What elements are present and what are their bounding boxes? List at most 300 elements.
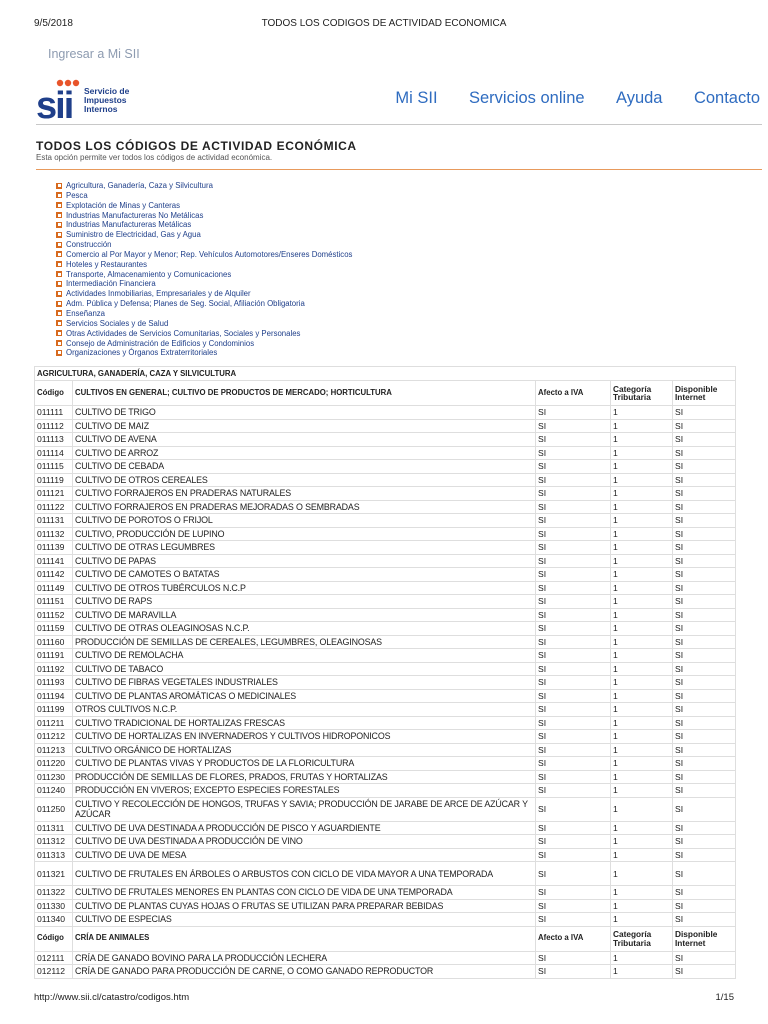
col-category: Categoría Tributaria	[611, 381, 673, 406]
category-link[interactable]: Consejo de Administración de Edificios y Condominios	[66, 338, 255, 348]
cell-available: SI	[673, 862, 736, 886]
cell-description: CRÍA DE GANADO PARA PRODUCCIÓN DE CARNE, O COMO GANADO REPRODUCTOR	[73, 965, 536, 979]
cell-available: SI	[673, 649, 736, 663]
table-row	[35, 433, 736, 447]
cell-iva: SI	[536, 730, 611, 744]
cell-iva: SI	[536, 716, 611, 730]
category-link[interactable]: Organizaciones y Órganos Extraterritoriales	[66, 348, 218, 358]
cell-available: SI	[673, 716, 736, 730]
cell-iva: SI	[536, 689, 611, 703]
cell-code: 011250	[35, 797, 73, 821]
category-item	[56, 339, 352, 349]
cell-code: 011112	[35, 419, 73, 433]
table-row	[35, 608, 736, 622]
table-row	[35, 595, 736, 609]
logo-text-line1: Servicio de	[84, 86, 130, 96]
cell-available: SI	[673, 446, 736, 460]
table-row	[35, 886, 736, 900]
cell-code: 011121	[35, 487, 73, 501]
cell-category: 1	[611, 527, 673, 541]
bullet-icon	[56, 261, 62, 267]
table-row	[35, 635, 736, 649]
cell-description: CULTIVO DE AVENA	[73, 433, 536, 447]
cell-description: CULTIVO DE UVA DE MESA	[73, 848, 536, 862]
bullet-icon	[56, 340, 62, 346]
bullet-icon	[56, 291, 62, 297]
cell-description: PRODUCCIÓN EN VIVEROS; EXCEPTO ESPECIES FORESTALES	[73, 784, 536, 798]
cell-iva: SI	[536, 703, 611, 717]
cell-code: 011119	[35, 473, 73, 487]
table-row	[35, 541, 736, 555]
cell-category: 1	[611, 730, 673, 744]
table-row	[35, 757, 736, 771]
table-row	[35, 848, 736, 862]
cell-code: 011240	[35, 784, 73, 798]
cell-code: 011132	[35, 527, 73, 541]
col-iva: Afecto a IVA	[536, 381, 611, 406]
cell-category: 1	[611, 460, 673, 474]
cell-code: 011142	[35, 568, 73, 582]
table-row	[35, 662, 736, 676]
table-row	[35, 821, 736, 835]
cell-description: CULTIVO DE FRUTALES EN ÁRBOLES O ARBUSTOS CON CICLO DE VIDA MAYOR A UNA TEMPORADA	[73, 862, 536, 886]
cell-iva: SI	[536, 554, 611, 568]
table-row	[35, 835, 736, 849]
cell-available: SI	[673, 821, 736, 835]
cell-code: 012112	[35, 965, 73, 979]
cell-available: SI	[673, 460, 736, 474]
cell-available: SI	[673, 835, 736, 849]
category-item	[56, 279, 352, 289]
category-item	[56, 348, 352, 358]
group-header-row	[35, 381, 736, 406]
cell-code: 011199	[35, 703, 73, 717]
category-link[interactable]: Servicios Sociales y de Salud	[66, 318, 169, 328]
cell-description: CULTIVO DE UVA DESTINADA A PRODUCCIÓN DE VINO	[73, 835, 536, 849]
category-link[interactable]: Intermediación Financiera	[66, 279, 156, 289]
print-title: TODOS LOS CODIGOS DE ACTIVIDAD ECONOMICA	[261, 18, 507, 29]
col-code: Código	[35, 381, 73, 406]
bullet-icon	[56, 242, 62, 248]
category-link[interactable]: Industrias Manufactureras Metálicas	[66, 220, 192, 230]
cell-description: CULTIVO ORGÁNICO DE HORTALIZAS	[73, 743, 536, 757]
cell-code: 011330	[35, 899, 73, 913]
table-row	[35, 730, 736, 744]
table-row	[35, 581, 736, 595]
cell-code: 011152	[35, 608, 73, 622]
col-available: Disponible Internet	[673, 926, 736, 951]
cell-category: 1	[611, 433, 673, 447]
cell-code: 011151	[35, 595, 73, 609]
cell-code: 011193	[35, 676, 73, 690]
cell-category: 1	[611, 848, 673, 862]
bullet-icon	[56, 301, 62, 307]
cell-available: SI	[673, 784, 736, 798]
cell-iva: SI	[536, 487, 611, 501]
table-row	[35, 913, 736, 927]
cell-description: CULTIVO DE REMOLACHA	[73, 649, 536, 663]
bullet-icon	[56, 232, 62, 238]
cell-iva: SI	[536, 541, 611, 555]
cell-available: SI	[673, 689, 736, 703]
cell-category: 1	[611, 473, 673, 487]
cell-category: 1	[611, 757, 673, 771]
category-item	[56, 319, 352, 329]
cell-category: 1	[611, 500, 673, 514]
category-link[interactable]: Transporte, Almacenamiento y Comunicaciones	[66, 269, 232, 279]
table-row	[35, 703, 736, 717]
cell-available: SI	[673, 568, 736, 582]
cell-description: CULTIVO DE OTROS TUBÉRCULOS N.C.P	[73, 581, 536, 595]
category-link[interactable]: Pesca	[66, 190, 88, 200]
cell-description: CULTIVO DE FRUTALES MENORES EN PLANTAS CON CICLO DE VIDA DE UNA TEMPORADA	[73, 886, 536, 900]
group-title: CULTIVOS EN GENERAL; CULTIVO DE PRODUCTOS DE MERCADO; HORTICULTURA	[73, 381, 536, 406]
category-link[interactable]: Otras Actividades de Servicios Comunitarias, Sociales y Personales	[66, 328, 301, 338]
cell-code: 011139	[35, 541, 73, 555]
cell-code: 011313	[35, 848, 73, 862]
cell-category: 1	[611, 689, 673, 703]
cell-iva: SI	[536, 886, 611, 900]
cell-iva: SI	[536, 743, 611, 757]
category-item	[56, 211, 352, 221]
cell-code: 011122	[35, 500, 73, 514]
category-link[interactable]: Explotación de Minas y Canteras	[66, 200, 180, 210]
cell-description: CULTIVO TRADICIONAL DE HORTALIZAS FRESCAS	[73, 716, 536, 730]
cell-description: OTROS CULTIVOS N.C.P.	[73, 703, 536, 717]
category-link[interactable]: Suministro de Electricidad, Gas y Agua	[66, 230, 201, 240]
main-nav	[368, 89, 760, 108]
cell-iva: SI	[536, 635, 611, 649]
cell-category: 1	[611, 676, 673, 690]
cell-category: 1	[611, 662, 673, 676]
table-row	[35, 797, 736, 821]
cell-category: 1	[611, 608, 673, 622]
cell-description: CULTIVO DE TRIGO	[73, 406, 536, 420]
cell-available: SI	[673, 473, 736, 487]
cell-code: 011149	[35, 581, 73, 595]
logo-text-line2: Impuestos	[84, 95, 127, 105]
cell-iva: SI	[536, 848, 611, 862]
cell-available: SI	[673, 743, 736, 757]
cell-iva: SI	[536, 446, 611, 460]
cell-iva: SI	[536, 527, 611, 541]
cell-iva: SI	[536, 649, 611, 663]
cell-iva: SI	[536, 835, 611, 849]
category-link[interactable]: Adm. Pública y Defensa; Planes de Seg. Social, Afiliación Obligatoria	[66, 299, 305, 309]
category-item	[56, 250, 352, 260]
cell-description: CULTIVO DE POROTOS O FRIJOL	[73, 514, 536, 528]
table-row	[35, 743, 736, 757]
logo-mark: sii	[36, 85, 73, 122]
cell-available: SI	[673, 886, 736, 900]
table-row	[35, 649, 736, 663]
cell-category: 1	[611, 770, 673, 784]
category-item	[56, 240, 352, 250]
cell-available: SI	[673, 899, 736, 913]
cell-description: CULTIVO DE CAMOTES O BATATAS	[73, 568, 536, 582]
cell-category: 1	[611, 541, 673, 555]
category-link[interactable]: Comercio al Por Mayor y Menor; Rep. Vehículos Automotores/Enseres Domésticos	[66, 249, 353, 259]
cell-category: 1	[611, 797, 673, 821]
cell-iva: SI	[536, 965, 611, 979]
category-item	[56, 260, 352, 270]
category-link[interactable]: Construcción	[66, 240, 112, 250]
cell-available: SI	[673, 730, 736, 744]
cell-category: 1	[611, 487, 673, 501]
print-url: http://www.sii.cl/catastro/codigos.htm	[34, 992, 190, 1003]
cell-iva: SI	[536, 460, 611, 474]
bullet-icon	[56, 350, 62, 356]
cell-available: SI	[673, 797, 736, 821]
cell-description: CULTIVO DE PLANTAS CUYAS HOJAS O FRUTAS SE UTILIZAN PARA PREPARAR BEBIDAS	[73, 899, 536, 913]
cell-iva: SI	[536, 662, 611, 676]
table-row	[35, 622, 736, 636]
cell-code: 011114	[35, 446, 73, 460]
col-iva: Afecto a IVA	[536, 926, 611, 951]
bullet-icon	[56, 251, 62, 257]
print-header	[34, 18, 734, 32]
cell-category: 1	[611, 581, 673, 595]
cell-code: 011212	[35, 730, 73, 744]
cell-category: 1	[611, 965, 673, 979]
cell-code: 011111	[35, 406, 73, 420]
cell-code: 011159	[35, 622, 73, 636]
cell-description: CULTIVO DE HORTALIZAS EN INVERNADEROS Y CULTIVOS HIDROPONICOS	[73, 730, 536, 744]
cell-code: 012111	[35, 951, 73, 965]
bullet-icon	[56, 212, 62, 218]
cell-description: CULTIVO DE ESPECIAS	[73, 913, 536, 927]
cell-category: 1	[611, 862, 673, 886]
cell-category: 1	[611, 446, 673, 460]
col-category: Categoría Tributaria	[611, 926, 673, 951]
cell-iva: SI	[536, 514, 611, 528]
table-row	[35, 784, 736, 798]
cell-description: CULTIVO DE CEBADA	[73, 460, 536, 474]
category-link[interactable]: Actividades Inmobiliarias, Empresariales y de Alquiler	[66, 289, 251, 299]
cell-description: CULTIVO DE MAIZ	[73, 419, 536, 433]
cell-available: SI	[673, 581, 736, 595]
bullet-icon	[56, 310, 62, 316]
category-item	[56, 191, 352, 201]
table-row	[35, 460, 736, 474]
cell-code: 011115	[35, 460, 73, 474]
cell-iva: SI	[536, 862, 611, 886]
cell-category: 1	[611, 419, 673, 433]
cell-code: 011312	[35, 835, 73, 849]
cell-category: 1	[611, 821, 673, 835]
cell-iva: SI	[536, 419, 611, 433]
cell-description: CULTIVO Y RECOLECCIÓN DE HONGOS, TRUFAS Y SAVIA; PRODUCCIÓN DE JARABE DE ARCE DE AZÚCAR Y AZÚCAR	[73, 797, 536, 821]
nav-mi-sii[interactable]: Mi SII	[395, 89, 438, 107]
cell-iva: SI	[536, 473, 611, 487]
cell-available: SI	[673, 433, 736, 447]
cell-iva: SI	[536, 951, 611, 965]
cell-iva: SI	[536, 899, 611, 913]
cell-available: SI	[673, 514, 736, 528]
cell-available: SI	[673, 635, 736, 649]
cell-category: 1	[611, 716, 673, 730]
table-row	[35, 527, 736, 541]
cell-code: 011311	[35, 821, 73, 835]
page-title: TODOS LOS CÓDIGOS DE ACTIVIDAD ECONÓMICA	[36, 139, 357, 153]
table-row	[35, 862, 736, 886]
cell-code: 011113	[35, 433, 73, 447]
cell-description: CULTIVO DE OTRAS LEGUMBRES	[73, 541, 536, 555]
cell-code: 011192	[35, 662, 73, 676]
cell-iva: SI	[536, 433, 611, 447]
cell-available: SI	[673, 487, 736, 501]
bullet-icon	[56, 192, 62, 198]
bullet-icon	[56, 271, 62, 277]
cell-iva: SI	[536, 595, 611, 609]
cell-category: 1	[611, 784, 673, 798]
cell-iva: SI	[536, 500, 611, 514]
print-date: 9/5/2018	[34, 18, 73, 29]
table-row	[35, 770, 736, 784]
cell-iva: SI	[536, 770, 611, 784]
cell-code: 011194	[35, 689, 73, 703]
cell-iva: SI	[536, 581, 611, 595]
cell-description: CULTIVO DE OTROS CEREALES	[73, 473, 536, 487]
cell-iva: SI	[536, 821, 611, 835]
login-link[interactable]: Ingresar a Mi SII	[48, 47, 140, 61]
cell-available: SI	[673, 595, 736, 609]
category-link[interactable]: Industrias Manufactureras No Metálicas	[66, 210, 204, 220]
table-row	[35, 716, 736, 730]
group-header-row	[35, 926, 736, 951]
cell-category: 1	[611, 514, 673, 528]
cell-description: CULTIVO DE UVA DESTINADA A PRODUCCIÓN DE PISCO Y AGUARDIENTE	[73, 821, 536, 835]
cell-iva: SI	[536, 913, 611, 927]
cell-available: SI	[673, 676, 736, 690]
print-page-number: 1/15	[715, 992, 734, 1003]
table-row	[35, 514, 736, 528]
cell-iva: SI	[536, 608, 611, 622]
category-item	[56, 289, 352, 299]
cell-available: SI	[673, 608, 736, 622]
cell-available: SI	[673, 848, 736, 862]
cell-category: 1	[611, 743, 673, 757]
cell-category: 1	[611, 886, 673, 900]
cell-description: CULTIVO DE PAPAS	[73, 554, 536, 568]
bullet-icon	[56, 222, 62, 228]
cell-available: SI	[673, 965, 736, 979]
section-title: AGRICULTURA, GANADERÍA, CAZA Y SILVICULTURA	[35, 367, 736, 381]
category-item	[56, 270, 352, 280]
cell-description: PRODUCCIÓN DE SEMILLAS DE CEREALES, LEGUMBRES, OLEAGINOSAS	[73, 635, 536, 649]
category-item	[56, 309, 352, 319]
cell-iva: SI	[536, 784, 611, 798]
cell-available: SI	[673, 622, 736, 636]
col-code: Código	[35, 926, 73, 951]
bullet-icon	[56, 320, 62, 326]
cell-description: PRODUCCIÓN DE SEMILLAS DE FLORES, PRADOS, FRUTAS Y HORTALIZAS	[73, 770, 536, 784]
cell-code: 011160	[35, 635, 73, 649]
cell-iva: SI	[536, 757, 611, 771]
cell-available: SI	[673, 406, 736, 420]
logo-text-line3: Internos	[84, 104, 118, 114]
bullet-icon	[56, 202, 62, 208]
cell-code: 011230	[35, 770, 73, 784]
cell-category: 1	[611, 635, 673, 649]
cell-available: SI	[673, 500, 736, 514]
cell-iva: SI	[536, 676, 611, 690]
cell-category: 1	[611, 595, 673, 609]
cell-description: CULTIVO DE FIBRAS VEGETALES INDUSTRIALES	[73, 676, 536, 690]
table-row	[35, 568, 736, 582]
cell-iva: SI	[536, 622, 611, 636]
category-item	[56, 220, 352, 230]
table-row	[35, 419, 736, 433]
cell-description: CULTIVO DE RAPS	[73, 595, 536, 609]
cell-code: 011211	[35, 716, 73, 730]
cell-category: 1	[611, 554, 673, 568]
header-divider	[36, 124, 762, 125]
cell-code: 011131	[35, 514, 73, 528]
table-row	[35, 899, 736, 913]
cell-available: SI	[673, 419, 736, 433]
category-link[interactable]: Hoteles y Restaurantes	[66, 259, 148, 269]
cell-description: CULTIVO DE PLANTAS VIVAS Y PRODUCTOS DE LA FLORICULTURA	[73, 757, 536, 771]
table-row	[35, 406, 736, 420]
cell-code: 011220	[35, 757, 73, 771]
nav-contacto[interactable]: Contacto	[693, 89, 760, 107]
category-item	[56, 181, 352, 191]
table-row	[35, 554, 736, 568]
cell-available: SI	[673, 913, 736, 927]
table-row	[35, 446, 736, 460]
table-row	[35, 473, 736, 487]
cell-category: 1	[611, 899, 673, 913]
table-row	[35, 965, 736, 979]
cell-code: 011191	[35, 649, 73, 663]
table-row	[35, 487, 736, 501]
page-description: Esta opción permite ver todos los códigos de actividad económica.	[36, 153, 273, 162]
category-link[interactable]: Enseñanza	[66, 308, 106, 318]
nav-servicios-online[interactable]: Servicios online	[468, 89, 585, 107]
category-item	[56, 201, 352, 211]
nav-ayuda[interactable]: Ayuda	[616, 89, 663, 107]
cell-description: CULTIVO DE PLANTAS AROMÁTICAS O MEDICINALES	[73, 689, 536, 703]
cell-category: 1	[611, 703, 673, 717]
cell-description: CULTIVO FORRAJEROS EN PRADERAS MEJORADAS O SEMBRADAS	[73, 500, 536, 514]
cell-category: 1	[611, 951, 673, 965]
cell-category: 1	[611, 406, 673, 420]
section-header-row	[35, 367, 736, 381]
cell-description: CULTIVO DE ARROZ	[73, 446, 536, 460]
cell-description: CULTIVO FORRAJEROS EN PRADERAS NATURALES	[73, 487, 536, 501]
cell-available: SI	[673, 541, 736, 555]
cell-iva: SI	[536, 568, 611, 582]
cell-available: SI	[673, 770, 736, 784]
cell-category: 1	[611, 649, 673, 663]
cell-available: SI	[673, 554, 736, 568]
cell-available: SI	[673, 527, 736, 541]
logo-text	[84, 87, 129, 114]
category-link[interactable]: Agricultura, Ganadería, Caza y Silvicultura	[66, 181, 213, 190]
cell-available: SI	[673, 757, 736, 771]
cell-category: 1	[611, 568, 673, 582]
cell-description: CRÍA DE GANADO BOVINO PARA LA PRODUCCIÓN LECHERA	[73, 951, 536, 965]
category-item	[56, 299, 352, 309]
table-row	[35, 951, 736, 965]
cell-code: 011322	[35, 886, 73, 900]
col-available: Disponible Internet	[673, 381, 736, 406]
category-list	[56, 181, 352, 358]
cell-category: 1	[611, 622, 673, 636]
cell-description: CULTIVO DE OTRAS OLEAGINOSAS N.C.P.	[73, 622, 536, 636]
codes-table	[34, 366, 736, 979]
